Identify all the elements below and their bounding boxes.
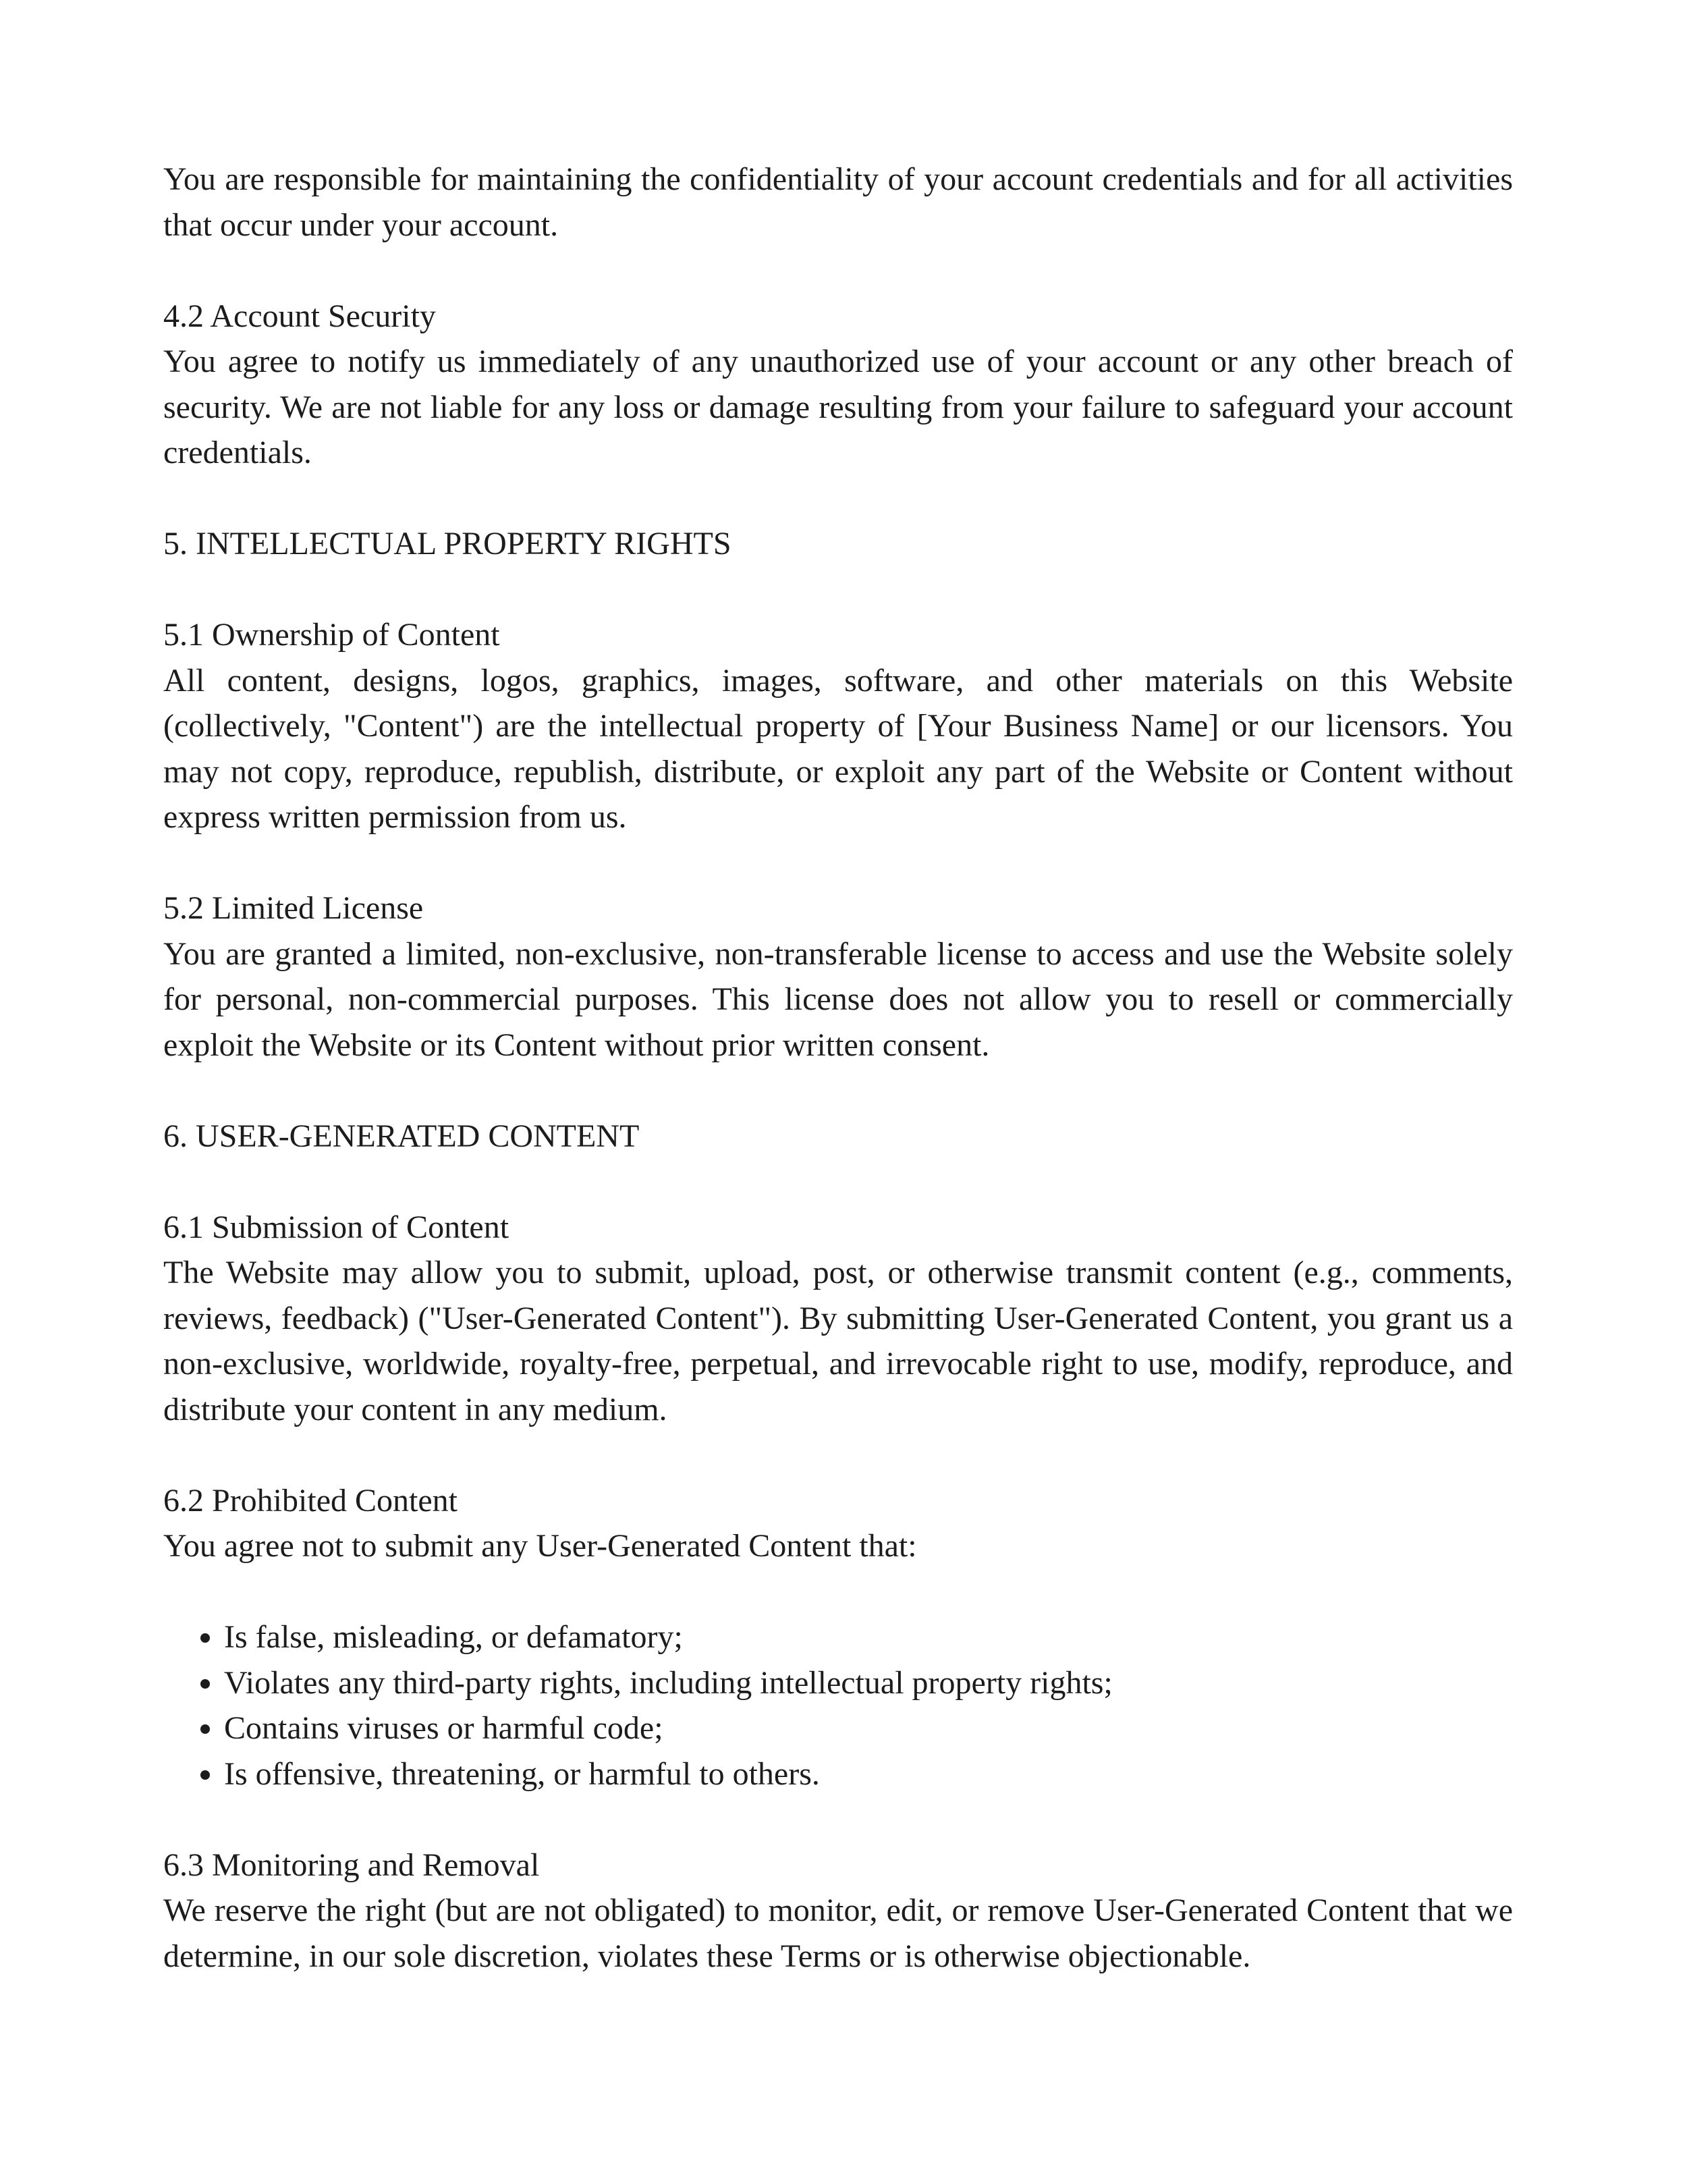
- section-6-2-heading: 6.2 Prohibited Content: [163, 1482, 458, 1519]
- prohibited-content-list: [163, 1614, 1513, 1797]
- section-5-2-body: You are granted a limited, non-exclusive, non-transferable license to access and use the Website solely for personal, non-commercial purposes. This license does not allow you to resell or commercially exploit the Website or its Content without prior written consent.: [163, 935, 1513, 1063]
- spacer: [163, 1797, 1513, 1842]
- section-6-2-intro: You agree not to submit any User-Generated Content that:: [163, 1528, 917, 1564]
- section-6-1-body: The Website may allow you to submit, upload, post, or otherwise transmit content (e.g., comments, reviews, feedback) ("User-Generated Content"). By submitting User-Generated Content, you grant us a non-exclusive, worldwide, royalty-free, perpetual, and irrevocable right to use, modify, reproduce, and distribute your content in any medium.: [163, 1255, 1513, 1427]
- spacer: [163, 1068, 1513, 1114]
- spacer: [163, 248, 1513, 294]
- section-4-2-heading: 4.2 Account Security: [163, 298, 436, 334]
- spacer: [163, 1569, 1513, 1615]
- section-5-heading: 5. INTELLECTUAL PROPERTY RIGHTS: [163, 526, 731, 562]
- list-item: • Violates any third-party rights, including intellectual property rights;: [224, 1660, 1513, 1706]
- section-6-heading: 6. USER-GENERATED CONTENT: [163, 1118, 640, 1154]
- section-6-3-body: We reserve the right (but are not obligated) to monitor, edit, or remove User-Generated Content that we determine, in our sole discretion, violates these Terms or is otherwise objectionable.: [163, 1892, 1513, 1974]
- account-responsibility-paragraph: You are responsible for maintaining the confidentiality of your account credentials and for all activities that occur under your account.: [163, 161, 1513, 243]
- list-item: • Contains viruses or harmful code;: [224, 1705, 1513, 1751]
- section-5-1-body: All content, designs, logos, graphics, images, software, and other materials on this Website (collectively, "Content") are the intellectual property of [Your Business Name] or our licensors. You may not copy, reproduce, republish, distribute, or exploit any part of the Website or Content without express written permission from us.: [163, 662, 1513, 835]
- spacer: [163, 476, 1513, 522]
- section-5-1-heading: 5.1 Ownership of Content: [163, 617, 500, 653]
- section-5-2-heading: 5.2 Limited License: [163, 890, 424, 926]
- spacer: [163, 567, 1513, 613]
- spacer: [163, 1432, 1513, 1478]
- list-item: • Is false, misleading, or defamatory;: [224, 1614, 1513, 1660]
- spacer: [163, 840, 1513, 886]
- spacer: [163, 1159, 1513, 1205]
- section-4-2-body: You agree to notify us immediately of any unauthorized use of your account or any other breach of security. We are not liable for any loss or damage resulting from your failure to safeguard your account credentials.: [163, 344, 1513, 470]
- document-page: [163, 157, 1513, 1979]
- section-6-3-heading: 6.3 Monitoring and Removal: [163, 1847, 540, 1883]
- section-6-1-heading: 6.1 Submission of Content: [163, 1209, 509, 1245]
- list-item: • Is offensive, threatening, or harmful to others.: [224, 1751, 1513, 1797]
